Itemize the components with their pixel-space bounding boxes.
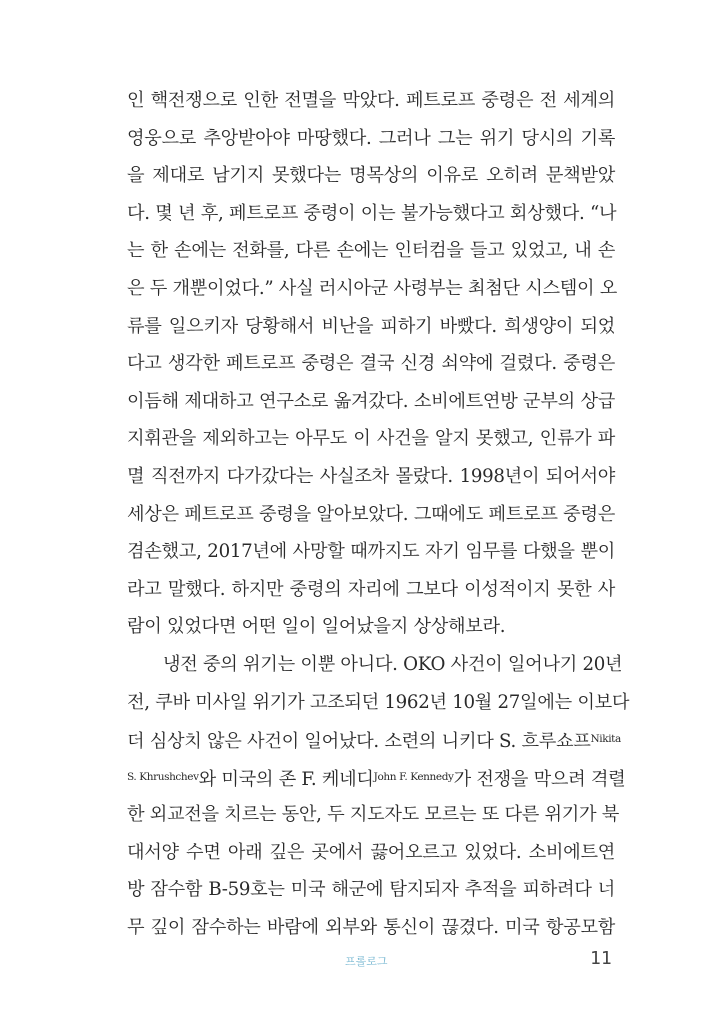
text-line bbox=[127, 796, 620, 834]
text-line bbox=[127, 458, 615, 496]
text-segment: 라고 말했다. 하지만 중령의 자리에 그보다 이성적이지 못한 사 bbox=[127, 578, 615, 600]
text-line bbox=[127, 871, 615, 909]
text-segment: 대서양 수면 아래 깊은 곳에서 끓어오르고 있었다. 소비에트연 bbox=[127, 841, 615, 863]
text-line bbox=[127, 308, 615, 346]
text-line bbox=[127, 608, 615, 646]
page-number: 11 bbox=[590, 948, 612, 969]
text-segment: 을 제대로 남기지 못했다는 명목상의 이유로 오히려 문책받았 bbox=[127, 165, 615, 187]
body-text bbox=[127, 82, 630, 947]
text-segment: 다. 몇 년 후, 페트로프 중령이 이는 불가능했다고 회상했다. “나 bbox=[127, 202, 617, 224]
text-line bbox=[127, 82, 615, 120]
text-segment: 인 핵전쟁으로 인한 전멸을 막았다. 페트로프 중령은 전 세계의 bbox=[127, 90, 615, 111]
text-line bbox=[127, 195, 615, 233]
text-line bbox=[127, 759, 626, 797]
text-segment: 겸손했고, 2017년에 사망할 때까지도 자기 임무를 다했을 뿐이 bbox=[127, 541, 615, 563]
text-line bbox=[127, 420, 615, 458]
text-segment: 한 외교전을 치르는 동안, 두 지도자도 모르는 또 다른 위기가 북 bbox=[127, 804, 620, 826]
text-line bbox=[127, 232, 615, 270]
text-line bbox=[127, 646, 623, 684]
text-segment: 은 두 개뿐이었다.” 사실 러시아군 사령부는 최첨단 시스템이 오 bbox=[127, 277, 618, 299]
text-segment: 지휘관을 제외하고는 아무도 이 사건을 알지 못했고, 인류가 파 bbox=[127, 428, 615, 450]
text-line bbox=[127, 909, 615, 947]
text-line bbox=[127, 270, 618, 308]
running-footer-section-title: 프롤로그 bbox=[345, 955, 388, 968]
text-segment: 방 잠수함 B-59호는 미국 해군에 탐지되자 추적을 피하려다 너 bbox=[127, 879, 615, 901]
text-segment: 무 깊이 잠수하는 바람에 외부와 통신이 끊겼다. 미국 항공모함 bbox=[127, 917, 615, 939]
text-segment: 류를 일으키자 당황해서 비난을 피하기 바빴다. 희생양이 되었 bbox=[127, 315, 615, 337]
original-name-annotation: Nikita bbox=[590, 733, 621, 746]
text-line bbox=[127, 157, 615, 195]
text-segment: 가 전쟁을 막으려 격렬 bbox=[453, 768, 626, 790]
text-segment: 냉전 중의 위기는 이뿐 아니다. OKO 사건이 일어나기 20년 bbox=[163, 653, 623, 675]
text-line bbox=[127, 345, 615, 383]
text-segment: 더 심상치 않은 사건이 일어났다. 소련의 니키다 S. 흐루쇼프 bbox=[127, 731, 591, 753]
original-name-annotation: S. Khrushchev bbox=[127, 770, 199, 783]
text-segment: 멸 직전까지 다가갔다는 사실조차 몰랐다. 1998년이 되어서야 bbox=[127, 465, 615, 487]
text-segment: 세상은 페트로프 중령을 알아보았다. 그때에도 페트로프 중령은 bbox=[127, 503, 615, 525]
text-line bbox=[127, 533, 615, 571]
text-segment: 다고 생각한 페트로프 중령은 결국 신경 쇠약에 걸렸다. 중령은 bbox=[127, 353, 615, 375]
text-line bbox=[127, 684, 630, 722]
text-line bbox=[127, 383, 615, 421]
text-segment: 전, 쿠바 미사일 위기가 고조되던 1962년 10월 27일에는 이보다 bbox=[127, 691, 630, 713]
text-segment: 는 한 손에는 전화를, 다른 손에는 인터컴을 들고 있었고, 내 손 bbox=[127, 240, 615, 262]
text-line bbox=[127, 834, 615, 872]
text-line bbox=[127, 496, 615, 534]
text-segment: 영웅으로 추앙받아야 마땅했다. 그러나 그는 위기 당시의 기록 bbox=[127, 127, 615, 149]
text-line bbox=[127, 571, 615, 609]
text-segment: 이듬해 제대하고 연구소로 옮겨갔다. 소비에트연방 군부의 상급 bbox=[127, 390, 615, 412]
original-name-annotation: John F. Kennedy bbox=[373, 770, 454, 783]
text-segment: 람이 있었다면 어떤 일이 일어났을지 상상해보라. bbox=[127, 616, 506, 638]
text-segment: 와 미국의 존 F. 케네디 bbox=[198, 768, 374, 790]
text-line bbox=[127, 721, 621, 759]
text-line bbox=[127, 120, 615, 158]
